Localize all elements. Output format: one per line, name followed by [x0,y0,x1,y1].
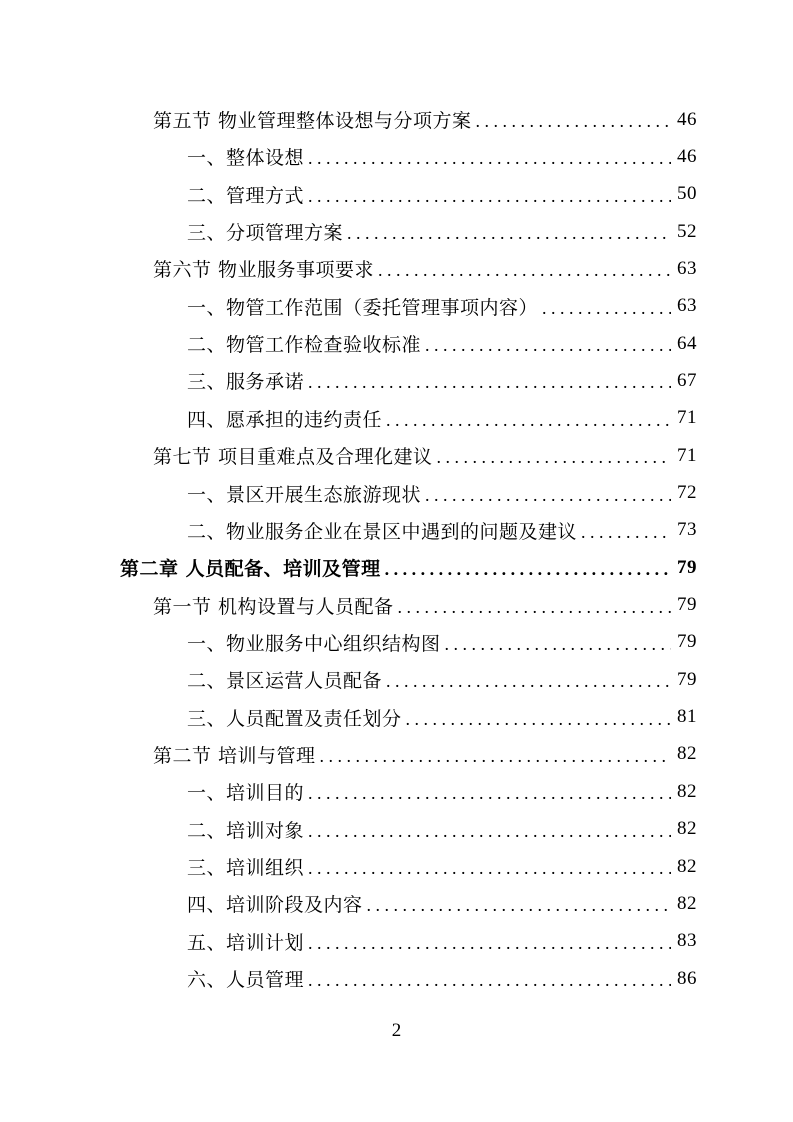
toc-entry-label: 一、整体设想 [187,147,305,170]
toc-dot-leader [385,559,671,580]
toc-entry-page: 46 [677,145,697,167]
toc-entry-label: 一、物业服务中心组织结构图 [187,632,441,655]
toc-entry-label: 第七节 项目重难点及合理化建议 [153,446,433,469]
toc-entry-item[interactable] [187,624,697,661]
toc-entry-item[interactable] [187,848,697,885]
page-number: 2 [391,1020,402,1041]
toc-entry-page: 82 [677,818,697,840]
toc-dot-leader [367,895,671,916]
toc-entry-page: 82 [677,780,697,802]
toc-entry-label: 三、服务承诺 [187,371,305,394]
toc-entry-label: 第一节 机构设置与人员配备 [153,595,394,618]
toc-dot-leader [308,783,671,804]
toc-entry-item[interactable] [187,811,697,848]
toc-entry-item[interactable] [187,512,697,549]
toc-entry-item[interactable] [187,773,697,810]
toc-entry-label: 三、人员配置及责任划分 [187,707,402,730]
toc-dot-leader [308,821,671,842]
toc-entry-label: 一、景区开展生态旅游现状 [187,483,422,506]
toc-entry-label: 三、培训组织 [187,857,305,879]
toc-entry-page: 71 [677,444,697,466]
toc-entry-section[interactable] [153,587,697,624]
toc-dot-leader [476,111,671,132]
toc-entry-label: 六、人员管理 [187,969,305,992]
toc-entry-item[interactable] [187,923,697,960]
toc-entry-item[interactable] [187,325,697,362]
toc-dot-leader [425,485,671,506]
toc-entry-page: 52 [677,220,697,242]
toc-entry-label: 二、管理方式 [187,184,305,207]
toc-entry-label: 第五节 物业管理整体设想与分项方案 [153,110,472,132]
toc-entry-item[interactable] [187,213,697,250]
toc-entry-item[interactable] [187,400,697,437]
toc-entry-page: 82 [677,892,697,914]
toc-entry-label: 一、物管工作范围（委托管理事项内容） [187,296,539,319]
toc-entry-label: 四、愿承担的违约责任 [187,408,383,431]
toc-dot-leader [542,298,671,319]
toc-dot-leader [308,186,671,207]
toc-entry-label: 二、景区运营人员配备 [187,670,383,693]
toc-dot-leader [378,260,671,281]
toc-dot-leader [386,671,671,692]
toc-entry-section[interactable] [153,437,697,474]
toc-entry-label: 五、培训计划 [187,931,305,954]
toc-entry-item[interactable] [187,138,697,175]
toc-entry-chapter[interactable] [120,549,697,586]
toc-entry-page: 63 [677,257,697,279]
toc-entry-item[interactable] [187,661,697,698]
toc-entry-page: 79 [677,631,697,653]
toc-entry-page: 83 [677,930,697,952]
toc-entry-label: 三、分项管理方案 [187,222,344,245]
toc-entry-item[interactable] [187,699,697,736]
toc-dot-leader [386,410,671,431]
toc-entry-item[interactable] [187,362,697,399]
toc-dot-leader [437,447,671,468]
toc-entry-label: 第二节 培训与管理 [153,744,316,767]
toc-dot-leader [308,970,671,991]
toc-dot-leader [347,223,671,244]
toc-entry-item[interactable] [187,960,697,997]
toc-entry-page: 67 [677,369,697,391]
toc-dot-leader [581,522,671,543]
toc-dot-leader [425,335,671,356]
toc-entry-label: 二、培训对象 [187,819,305,842]
toc-entry-page: 46 [677,108,697,130]
toc-entry-label: 第二章 人员配备、培训及管理 [120,558,381,581]
toc-dot-leader [308,933,671,954]
toc-entry-page: 63 [677,295,697,317]
toc-entry-item[interactable] [187,176,697,213]
toc-entry-label: 二、物业服务企业在景区中遇到的问题及建议 [187,520,578,543]
toc-entry-label: 四、培训阶段及内容 [187,894,363,917]
toc-dot-leader [320,746,671,767]
toc-entry-section[interactable] [153,101,697,138]
toc-entry-label: 一、培训目的 [187,782,305,805]
toc-dot-leader [308,148,671,169]
toc-entry-page: 81 [677,706,697,728]
toc-entry-item[interactable] [187,288,697,325]
toc-entry-page: 82 [677,855,697,877]
toc-entry-item[interactable] [187,885,697,922]
toc-dot-leader [308,858,671,879]
toc-entry-page: 82 [677,743,697,765]
toc-entry-page: 79 [677,594,697,616]
toc-entry-label: 第六节 物业服务事项要求 [153,259,375,282]
toc-entry-page: 50 [677,183,697,205]
toc-entry-page: 86 [677,967,697,989]
toc-entry-label: 二、物管工作检查验收标准 [187,334,422,357]
toc-entry-section[interactable] [153,250,697,287]
toc-entry-page: 79 [677,556,697,578]
toc-entry-item[interactable] [187,475,697,512]
toc-entry-page: 73 [677,519,697,541]
toc-dot-leader [445,634,671,655]
toc-entry-page: 64 [677,332,697,354]
toc-dot-leader [308,372,671,393]
toc-entry-page: 71 [677,407,697,429]
toc-entry-page: 72 [677,482,697,503]
toc-dot-leader [406,709,671,730]
toc-dot-leader [398,597,671,618]
toc-entry-page: 79 [677,668,697,690]
toc-entry-section[interactable] [153,736,697,773]
